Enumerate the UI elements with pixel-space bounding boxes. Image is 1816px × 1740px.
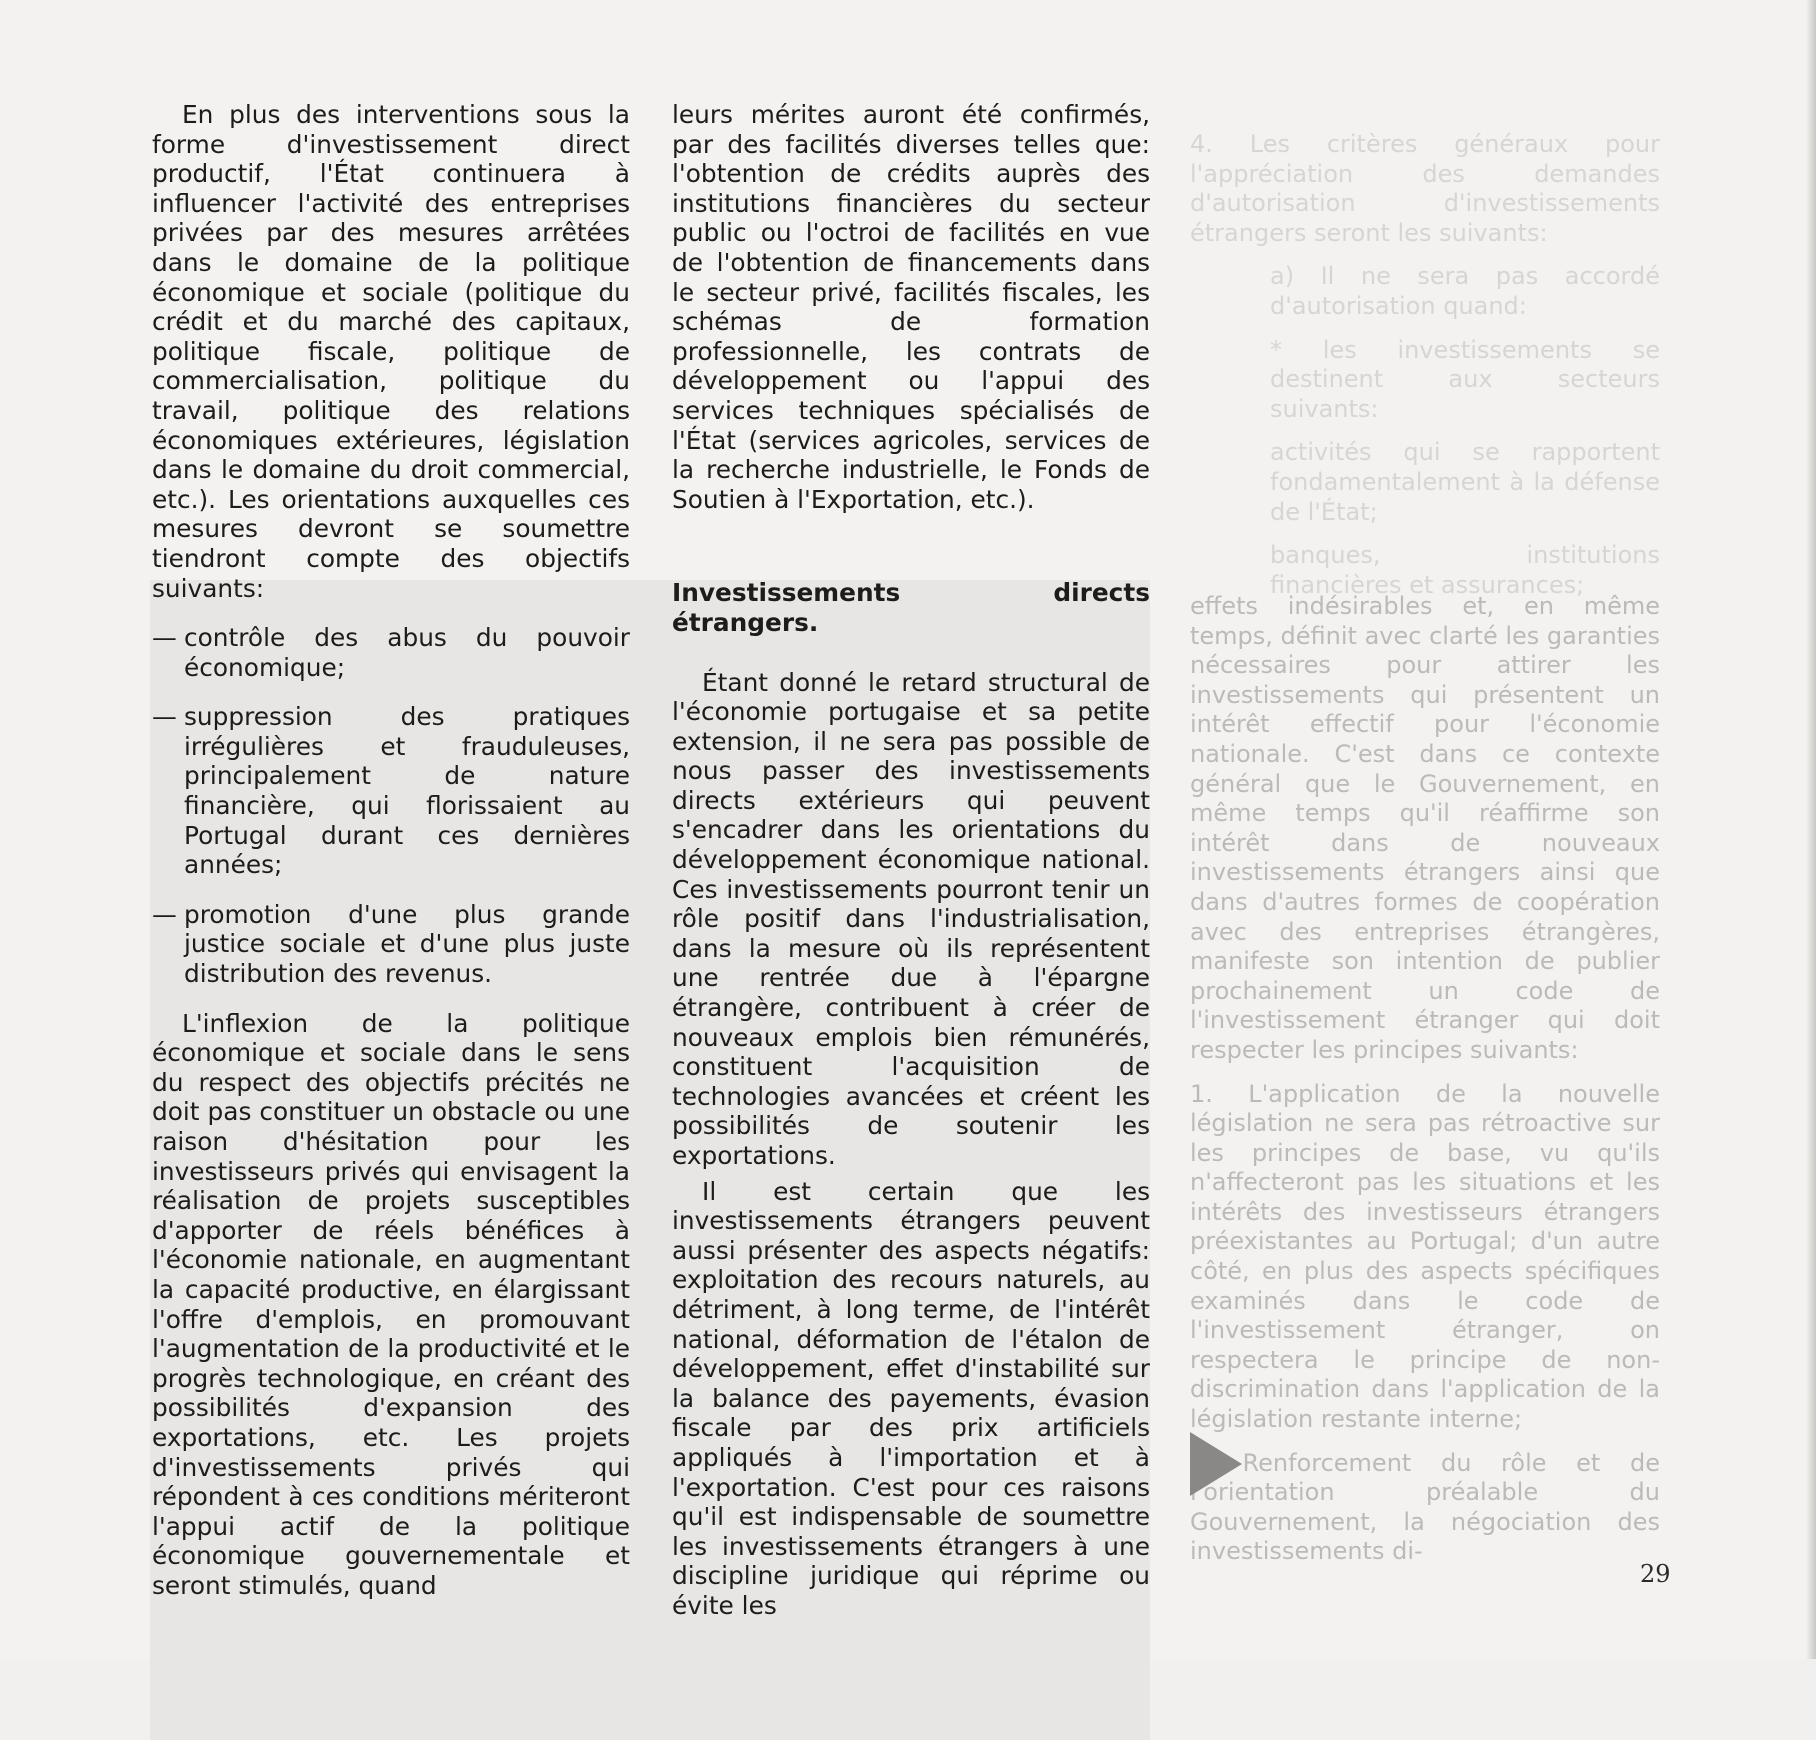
list-item [152, 900, 630, 989]
list-item [152, 623, 630, 682]
ghost-paragraph: 2. Renforcement du rôle et de l'orientation préalable du Gouvernement, la négociation des investissements di- [1190, 1448, 1660, 1566]
bleed-through-text-top [1190, 130, 1660, 614]
text-column-left [152, 100, 630, 1601]
section-heading: Investissements directs étrangers. [672, 578, 1150, 637]
ghost-subitem: * les investissements se destinent aux secteurs suivants: [1270, 335, 1660, 423]
ghost-paragraph: 1. L'application de la nouvelle législation ne sera pas rétroactive sur les principes de base, vu qu'ils n'affecteront pas les situations et les intérêts des investisseurs étrangers préexistantes au Portugal; d'un autre côté, en plus des aspects spécifiques examinés dans le code de l'investissement étranger, on respectera le principe de non-discrimination dans l'application de la législation restante interne; [1190, 1079, 1660, 1434]
list-item [152, 702, 630, 880]
dash-marker: — [152, 702, 177, 732]
paragraph: L'inflexion de la politique économique et sociale dans le sens du respect des objectifs précités ne doit pas constituer un obstacle ou une raison d'hésitation pour les investisseurs privés qui envisagent la réalisation de projets susceptibles d'apporter de réels bénéfices à l'économie nationale, en augmentant la capacité productive, en élargissant l'offre d'emplois, en promouvant l'augmentation de la productivité et le progrès technologique, en créant des possibilités d'expansion des exportations, etc. Les projets d'investissements privés qui répondent à ces conditions mériteront l'appui actif de la politique économique gouvernementale et seront stimulés, quand [152, 1008, 630, 1600]
list-item-text: promotion d'une plus grande justice sociale et d'une plus juste distribution des revenus. [184, 899, 630, 989]
page-edge [1806, 0, 1816, 1659]
bleed-through-text-bottom [1190, 592, 1660, 1581]
play-triangle-icon [1190, 1432, 1242, 1496]
paragraph: Étant donné le retard structural de l'économie portugaise et sa petite extension, il ne sera pas possible de nous passer des investissements directs extérieurs qui peuvent s'encadrer dans les orientations du développement économique national. Ces investissements pourront tenir un rôle positif dans l'industrialisation, dans la mesure où ils représentent une rentrée due à l'épargne étrangère, contribuent à créer de nouveaux emplois bien rémunérés, constituent l'acquisition de technologies avancées et créent les possibilités de soutenir les exportations. [672, 667, 1150, 1170]
ghost-subitem: banques, institutions financières et assurances; [1270, 541, 1660, 599]
page-number: 29 [1640, 1560, 1671, 1588]
dash-marker: — [152, 623, 177, 653]
list-item-text: contrôle des abus du pouvoir économique; [184, 623, 630, 682]
ghost-paragraph: 4. Les critères généraux pour l'appréciation des demandes d'autorisation d'investissements étrangers seront les suivants: [1190, 130, 1660, 247]
text-column-middle [672, 100, 1150, 1621]
dash-marker: — [152, 899, 177, 929]
ghost-paragraph: effets indésirables et, en même temps, définit avec clarté les garanties nécessaires pour attirer les investissements qui présentent un intérêt effectif pour l'économie nationale. C'est dans ce contexte général que le Gouvernement, en même temps qu'il réaffirme son intérêt dans de nouveaux investissements étrangers ainsi que dans d'autres formes de coopération avec des entreprises étrangères, manifeste son intention de publier prochainement un code de l'investissement étranger qui doit respecter les principes suivants: [1190, 592, 1660, 1064]
paragraph: En plus des interventions sous la forme d'investissement direct productif, l'État continuera à influencer l'activité des entreprises privées par des mesures arrêtées dans le domaine de la politique économique et sociale (politique du crédit et du marché des capitaux, politique fiscale, politique de commercialisation, politique du travail, politique des relations économiques extérieures, législation dans le domaine du droit commercial, etc.). Les orientations auxquelles ces mesures devront se soumettre tiendront compte des objectifs suivants: [152, 100, 630, 603]
paragraph: leurs mérites auront été confirmés, par des facilités diverses telles que: l'obtention de crédits auprès des institutions financières du secteur public ou l'octroi de facilités en vue de l'obtention de financements dans le secteur privé, facilités fiscales, les schémas de formation professionnelle, les contrats de développement ou l'appui des services techniques spécialisés de l'État (services agricoles, services de la recherche industrielle, le Fonds de Soutien à l'Exportation, etc.). [672, 100, 1150, 514]
paragraph: Il est certain que les investissements étrangers peuvent aussi présenter des aspects négatifs: exploitation des recours naturels, au détriment, à long terme, de l'intérêt national, déformation de l'étalon de développement, effet d'instabilité sur la balance des payements, évasion fiscale par des prix artificiels appliqués à l'importation et à l'exportation. C'est pour ces raisons qu'il est indispensable de soumettre les investissements étrangers à une discipline juridique qui réprime ou évite les [672, 1176, 1150, 1620]
ghost-subitem: activités qui se rapportent fondamentalement à la défense de l'État; [1270, 438, 1660, 526]
ghost-subitem: a) Il ne sera pas accordé d'autorisation quand: [1270, 262, 1660, 320]
list-item-text: suppression des pratiques irrégulières et frauduleuses, principalement de nature financière, qui florissaient au Portugal durant ces dernières années; [184, 702, 630, 880]
